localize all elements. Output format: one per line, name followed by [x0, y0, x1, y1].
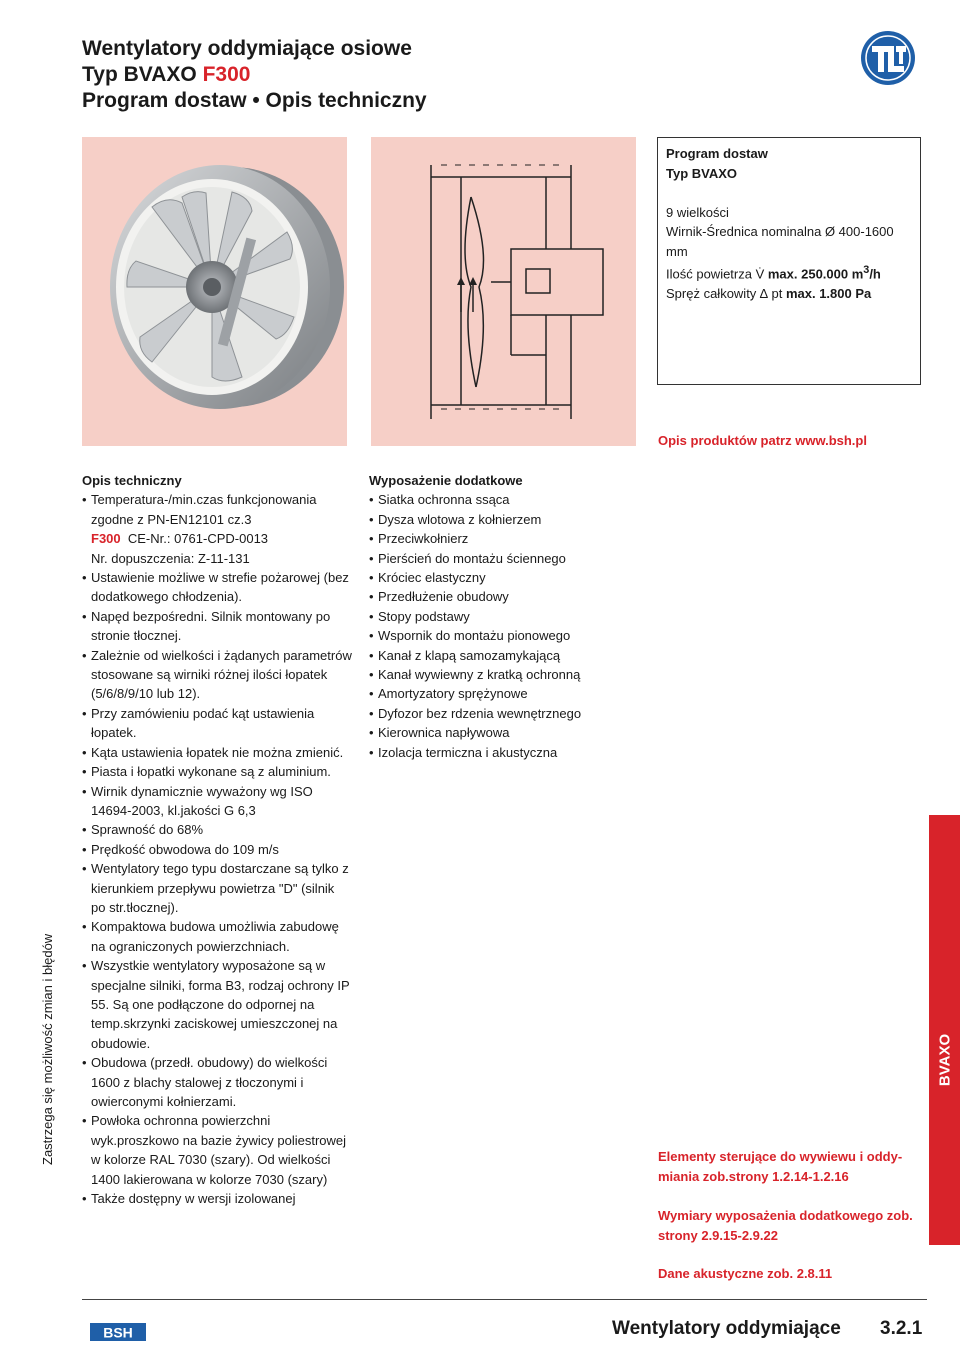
list-item: • Stopy podstawy	[369, 607, 639, 626]
list-item: • Pierścień do montażu ściennego	[369, 549, 639, 568]
tech-item1-line1: • Temperatura-/min.czas funkcjonowania	[91, 492, 317, 508]
list-item: • Kompaktowa budowa umożliwia zabudowę na ograniczonych powierzchniach.	[82, 917, 352, 956]
company-logo-icon	[860, 30, 916, 86]
page-number: 3.2.1	[880, 1318, 923, 1339]
tech-item1-line2: zgodne z PN-EN12101 cz.3	[91, 511, 252, 527]
section-tab-label: BVAXO	[936, 1033, 954, 1087]
list-item: • Wszystkie wentylatory wyposażone są w specjalne silniki, forma B3, rodzaj ochrony IP 55. Są one podłączone do odpornej na temp.skrzynki zaciskowej umieszczonej na obudowie.	[82, 956, 352, 1053]
technical-heading: Opis techniczny	[82, 473, 182, 488]
list-item: • Kąta ustawienia łopatek nie można zmienić.	[82, 743, 352, 762]
page-title-line1: Wentylatory oddymiające osiowe	[82, 37, 412, 60]
airflow-label: Ilość powietrza V̇	[666, 266, 768, 282]
accessories-list	[369, 490, 639, 762]
tech-item1-line3	[91, 529, 352, 548]
program-heading: Program dostaw	[666, 146, 768, 161]
list-item: • Dysza wlotowa z kołnierzem	[369, 510, 639, 529]
list-item	[82, 490, 352, 568]
pressure-value: max. 1.800 Pa	[785, 285, 872, 301]
footer-title: Wentylatory oddymiające	[612, 1318, 841, 1339]
list-item: • Przeciwkołnierz	[369, 529, 639, 548]
technical-drawing	[371, 137, 636, 446]
section-tab	[929, 815, 960, 1245]
list-item: • Kierownica napływowa	[369, 723, 639, 742]
page-title-line2	[82, 62, 427, 88]
bsh-logo-icon	[90, 1317, 146, 1347]
list-item: • Kanał z klapą samozamykającą	[369, 646, 639, 665]
list-item: • Wspornik do montażu pionowego	[369, 626, 639, 645]
airflow-value: max. 250.000 m	[767, 266, 864, 282]
bsh-logo-text: BSH	[103, 1324, 133, 1341]
list-item: • Powłoka ochronna powierzchni wyk.proszkowo na bazie żywicy poliestrowej w kolorze RAL 7030 (szary). Od wielkości 1400 lakierowana w kolorze 7030 (szary)	[82, 1111, 352, 1189]
list-item: • Izolacja termiczna i akustyczna	[369, 743, 639, 762]
reference-dimensions-line1: Wymiary wyposażenia dodatkowego zob.	[658, 1208, 913, 1223]
reference-acoustic[interactable]: Dane akustyczne zob. 2.8.11	[658, 1266, 833, 1281]
reference-dimensions-line2: strony 2.9.15-2.9.22	[658, 1227, 778, 1243]
products-link[interactable]: Opis produktów patrz www.bsh.pl	[658, 433, 867, 448]
reference-controls[interactable]	[658, 1147, 920, 1186]
list-item: • Prędkość obwodowa do 109 m/s	[82, 840, 352, 859]
program-summary-box	[657, 137, 921, 385]
accessories-heading: Wyposażenie dodatkowe	[369, 473, 523, 488]
list-item: • Siatka ochronna ssąca	[369, 490, 639, 509]
list-item: • Piasta i łopatki wykonane są z aluminium.	[82, 762, 352, 781]
page-title-line3: Program dostaw • Opis techniczny	[82, 89, 427, 112]
reference-controls-line1: Elementy sterujące do wywiewu i oddy-	[658, 1149, 903, 1164]
pressure-label: Spręż całkowity ∆ pt	[666, 285, 786, 301]
approval-number: Nr. dopuszczenia: Z-11-131	[91, 550, 250, 566]
list-item: • Obudowa (przedł. obudowy) do wielkości 1600 z blachy stalowej z tłoczonymi i owierconymi kołnierzami.	[82, 1053, 352, 1111]
program-diameter-unit: mm	[666, 243, 688, 259]
f300-label: F300	[91, 531, 121, 547]
program-type: Typ BVAXO	[666, 165, 738, 181]
list-item: • Wirnik dynamicznie wyważony wg ISO 14694-2003, kl.jakości G 6,3	[82, 782, 352, 821]
accessories	[369, 471, 639, 762]
list-item: • Przy zamówieniu podać kąt ustawienia łopatek.	[82, 704, 352, 743]
technical-list	[82, 490, 352, 1208]
list-item: • Przedłużenie obudowy	[369, 587, 639, 606]
reference-dimensions[interactable]	[658, 1206, 920, 1245]
reference-controls-line2: miania zob.strony 1.2.14-1.2.16	[658, 1168, 849, 1184]
program-airflow	[666, 261, 912, 284]
list-item: • Króciec elastyczny	[369, 568, 639, 587]
program-pressure	[666, 284, 912, 304]
ce-number: CE-Nr.: 0761-CPD-0013	[120, 531, 269, 547]
footer-divider	[82, 1299, 927, 1300]
fan-photo	[82, 137, 347, 446]
page-header	[82, 36, 427, 114]
list-item: • Kanał wywiewny z kratką ochronną	[369, 665, 639, 684]
list-item: • Ustawienie możliwe w strefie pożarowej (bez dodatkowego chłodzenia).	[82, 568, 352, 607]
type-highlight: F300	[202, 63, 251, 86]
fan-section-drawing-icon	[371, 137, 636, 446]
list-item: • Także dostępny w wersji izolowanej	[82, 1189, 352, 1208]
disclaimer-note: Zastrzega się możliwość zmian i błędów	[40, 933, 55, 1165]
list-item: • Dyfozor bez rdzenia wewnętrznego	[369, 704, 639, 723]
technical-description	[82, 471, 352, 1208]
list-item: • Napęd bezpośredni. Silnik montowany po stronie tłocznej.	[82, 607, 352, 646]
airflow-unit: /h	[869, 266, 881, 282]
list-item: • Wentylatory tego typu dostarczane są tylko z kierunkiem przepływu powietrza "D" (silnik po str.tłocznej).	[82, 859, 352, 917]
list-item: • Amortyzatory sprężynowe	[369, 684, 639, 703]
type-label: Typ BVAXO	[82, 63, 203, 86]
axial-fan-photo-icon	[82, 137, 347, 446]
list-item: • Zależnie od wielkości i żądanych parametrów stosowane są wirniki różnej ilości łopatek (5/6/8/9/10 lub 12).	[82, 646, 352, 704]
list-item: • Sprawność do 68%	[82, 820, 352, 839]
program-diameter: Wirnik-Średnica nominalna Ø 400-1600	[666, 224, 894, 239]
program-sizes: 9 wielkości	[666, 204, 729, 220]
airflow-sup: 3	[863, 264, 870, 276]
